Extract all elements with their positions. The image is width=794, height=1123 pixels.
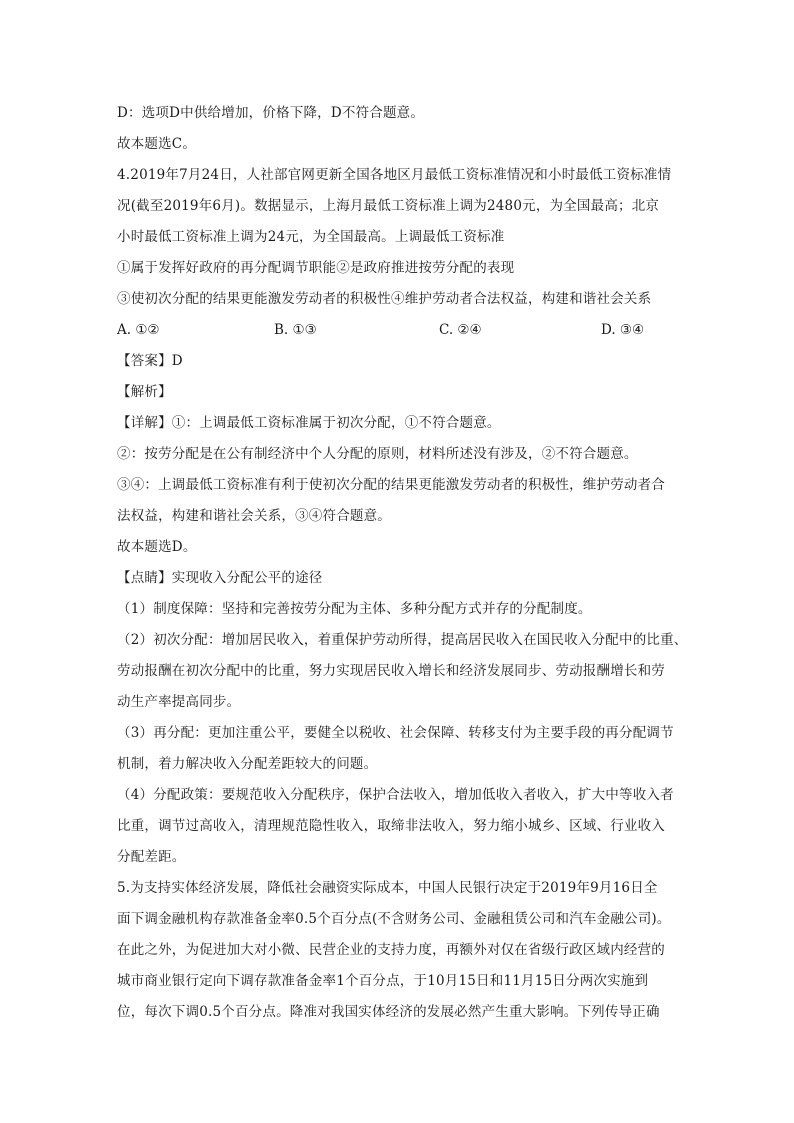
detail-line: ③④：上调最低工资标准有利于使初次分配的结果更能激发劳动者的积极性，维护劳动者合 [117,477,665,493]
key-point-line: （4）分配政策：要规范收入分配秩序，保护合法收入，增加低收入者收入，扩大中等收入者 [117,787,674,803]
question-4-line: 况(截至2019年6月)。数据显示，上海月最低工资标准上调为2480元，为全国最高；北京 [117,198,660,214]
text-line: D：选项D中供给增加，价格下降，D不符合题意。 [117,105,425,121]
option-c: C. ②④ [439,322,482,338]
key-point-line: （3）再分配：更加注重公平，要健全以税收、社会保障、转移支付为主要手段的再分配调节 [117,725,674,741]
key-point-line: 比重，调节过高收入，清理规范隐性收入，取缔非法收入，努力缩小城乡、区域、行业收入 [117,818,665,834]
question-5-line: 面下调金融机构存款准备金率0.5个百分点(不含财务公司、金融租赁公司和汽车金融公司)。 [117,911,671,927]
key-point-line: 动生产率提高同步。 [117,694,241,710]
key-point-line: （2）初次分配：增加居民收入，着重保护劳动所得，提高居民收入在国民收入分配中的比重、 [117,632,688,648]
key-point-line: （1）制度保障：坚持和完善按劳分配为主体、多种分配方式并存的分配制度。 [117,601,592,617]
question-4-statement: ③使初次分配的结果更能激发劳动者的积极性④维护劳动者合法权益，构建和谐社会关系 [117,291,652,307]
answer-options [117,321,677,339]
conclusion-line: 故本题选D。 [117,539,197,555]
text-line: 故本题选C。 [117,136,197,152]
detail-line: 法权益，构建和谐社会关系，③④符合题意。 [117,508,391,524]
question-4-line: 小时最低工资标准上调为24元，为全国最高。上调最低工资标准 [117,229,505,245]
question-4-line: 4.2019年7月24日，人社部官网更新全国各地区月最低工资标准情况和小时最低工资标准情 [117,167,672,183]
key-point-heading: 【点睛】实现收入分配公平的途径 [117,570,323,586]
detail-line: ②：按劳分配是在公有制经济中个人分配的原则，材料所述没有涉及，②不符合题意。 [117,446,638,462]
key-point-line: 劳动报酬在初次分配中的比重，努力实现居民收入增长和经济发展同步、劳动报酬增长和劳 [117,663,665,679]
option-b: B. ①③ [274,322,317,338]
question-5-line: 5.为支持实体经济发展，降低社会融资实际成本，中国人民银行决定于2019年9月16日全 [117,880,658,896]
analysis-heading: 【解析】 [117,384,172,400]
question-5-line: 位，每次下调0.5个百分点。降准对我国实体经济的发展必然产生重大影响。下列传导正确 [117,1004,660,1020]
detail-line: 【详解】①：上调最低工资标准属于初次分配，①不符合题意。 [117,415,501,431]
question-4-statement: ①属于发挥好政府的再分配调节职能②是政府推进按劳分配的表现 [117,260,515,276]
option-d: D. ③④ [601,322,645,338]
option-a: A. ①② [117,322,160,338]
question-5-line: 在此之外，为促进加大对小微、民营企业的支持力度，再额外对仅在省级行政区域内经营的 [117,942,665,958]
answer-line: 【答案】D [117,353,183,369]
key-point-line: 分配差距。 [117,849,186,865]
question-5-line: 城市商业银行定向下调存款准备金率1个百分点，于10月15日和11月15日分两次实施到 [117,973,649,989]
key-point-line: 机制，着力解决收入分配差距较大的问题。 [117,756,378,772]
